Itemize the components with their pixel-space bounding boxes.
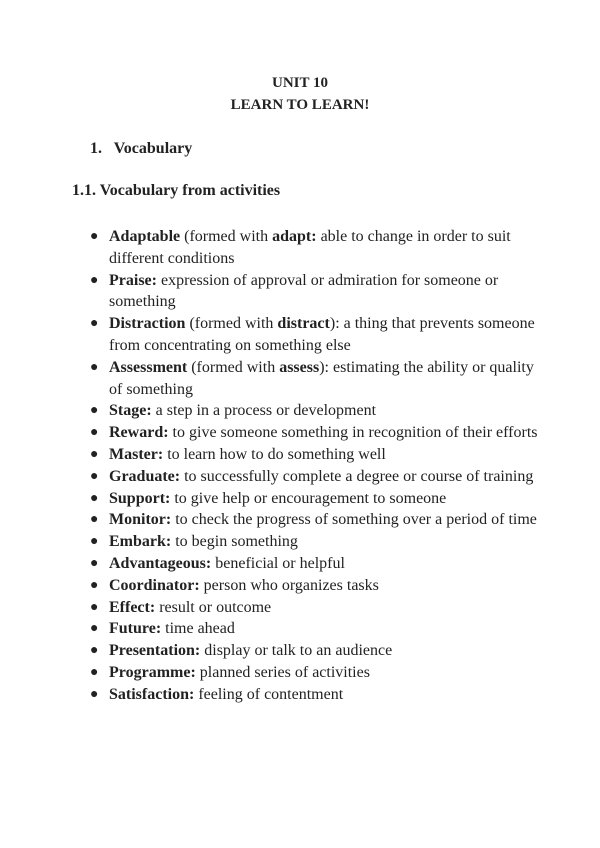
vocab-item xyxy=(90,509,540,531)
vocab-term: Future: xyxy=(109,620,162,638)
bullet-icon: ● xyxy=(90,272,99,288)
vocab-item xyxy=(90,466,540,488)
bullet-icon: ● xyxy=(90,686,99,702)
vocab-definition: ): estimating the ability or quality of something xyxy=(109,358,534,398)
bullet-icon: ● xyxy=(90,446,99,462)
vocab-term: Praise: xyxy=(109,271,157,289)
bullet-icon: ● xyxy=(90,664,99,680)
vocab-definition: beneficial or helpful xyxy=(211,554,345,572)
bullet-icon: ● xyxy=(90,555,99,571)
vocab-definition: person who organizes tasks xyxy=(199,576,379,594)
vocab-item xyxy=(90,226,540,270)
vocab-term: Programme: xyxy=(109,663,196,681)
vocab-item xyxy=(90,357,540,401)
vocab-definition: feeling of contentment xyxy=(194,685,344,703)
bullet-icon: ● xyxy=(90,403,99,419)
vocab-item xyxy=(90,662,540,684)
bullet-icon: ● xyxy=(90,316,99,332)
vocab-term: Adaptable xyxy=(109,228,181,245)
bullet-icon: ● xyxy=(90,643,99,659)
bullet-icon: ● xyxy=(90,599,99,615)
vocab-definition: (formed with xyxy=(187,358,280,376)
vocab-term: Monitor: xyxy=(109,511,172,529)
vocab-term: assess xyxy=(279,358,320,376)
vocab-term: Embark: xyxy=(109,533,172,551)
vocab-definition: planned series of activities xyxy=(195,663,370,681)
vocab-item xyxy=(90,684,540,706)
vocab-term: Master: xyxy=(109,445,164,463)
vocab-item xyxy=(90,531,540,553)
vocab-item xyxy=(90,640,540,662)
vocab-term: Assessment xyxy=(109,358,188,376)
bullet-icon: ● xyxy=(90,512,99,528)
vocab-definition: a step in a process or development xyxy=(151,402,377,420)
vocab-term: Coordinator: xyxy=(109,576,200,594)
vocab-term: Advantageous: xyxy=(109,554,212,572)
vocab-term: Support: xyxy=(109,489,171,507)
vocab-definition: expression of approval or admiration for someone or something xyxy=(109,271,499,311)
vocab-term: Distraction xyxy=(109,315,186,333)
vocab-item xyxy=(90,575,540,597)
vocab-item xyxy=(90,400,540,422)
bullet-icon: ● xyxy=(90,229,99,244)
section-label: Vocabulary xyxy=(113,140,193,157)
vocab-definition: to give someone something in recognition of their efforts xyxy=(168,424,538,442)
bullet-icon: ● xyxy=(90,425,99,441)
vocab-term: distract xyxy=(277,315,330,333)
vocab-definition: (formed with xyxy=(180,228,273,245)
vocab-definition: time ahead xyxy=(161,620,235,638)
vocabulary-list xyxy=(90,226,540,706)
bullet-icon: ● xyxy=(90,359,99,375)
bullet-icon: ● xyxy=(90,534,99,550)
vocab-item xyxy=(90,313,540,357)
vocab-item xyxy=(90,553,540,575)
vocab-definition: to give help or encouragement to someone xyxy=(170,489,447,507)
bullet-icon: ● xyxy=(90,621,99,637)
section-number: 1. xyxy=(90,140,102,157)
vocab-item xyxy=(90,618,540,640)
vocab-definition: to check the progress of something over a period of time xyxy=(171,511,537,529)
unit-title: UNIT 10 xyxy=(272,75,328,91)
vocab-definition: to begin something xyxy=(171,533,298,551)
vocab-definition: to learn how to do something well xyxy=(163,445,386,463)
vocab-term: Reward: xyxy=(109,424,169,442)
vocab-item xyxy=(90,444,540,466)
vocab-definition: display or talk to an audience xyxy=(200,642,393,660)
vocab-term: Effect: xyxy=(109,598,156,616)
bullet-icon: ● xyxy=(90,577,99,593)
vocab-term: Satisfaction: xyxy=(109,685,195,703)
vocab-definition: able to change in order to suit different conditions xyxy=(109,228,511,267)
vocab-term: Stage: xyxy=(109,402,152,420)
vocab-term: Graduate: xyxy=(109,467,181,485)
vocab-definition: result or outcome xyxy=(155,598,272,616)
vocab-term: adapt: xyxy=(272,228,317,245)
bullet-icon: ● xyxy=(90,468,99,484)
vocab-item xyxy=(90,488,540,510)
vocab-item xyxy=(90,422,540,444)
bullet-icon: ● xyxy=(90,490,99,506)
section-heading xyxy=(90,138,192,160)
vocab-definition: ): a thing that prevents someone from concentrating on something else xyxy=(109,315,535,354)
vocab-item xyxy=(90,270,540,314)
vocab-term: Presentation: xyxy=(109,642,201,660)
vocab-item xyxy=(90,597,540,619)
subsection-heading: 1.1. Vocabulary from activities xyxy=(72,182,281,199)
unit-subtitle: LEARN TO LEARN! xyxy=(230,97,370,113)
vocab-definition: to successfully complete a degree or course of training xyxy=(180,467,534,485)
vocab-definition: (formed with xyxy=(185,315,278,333)
